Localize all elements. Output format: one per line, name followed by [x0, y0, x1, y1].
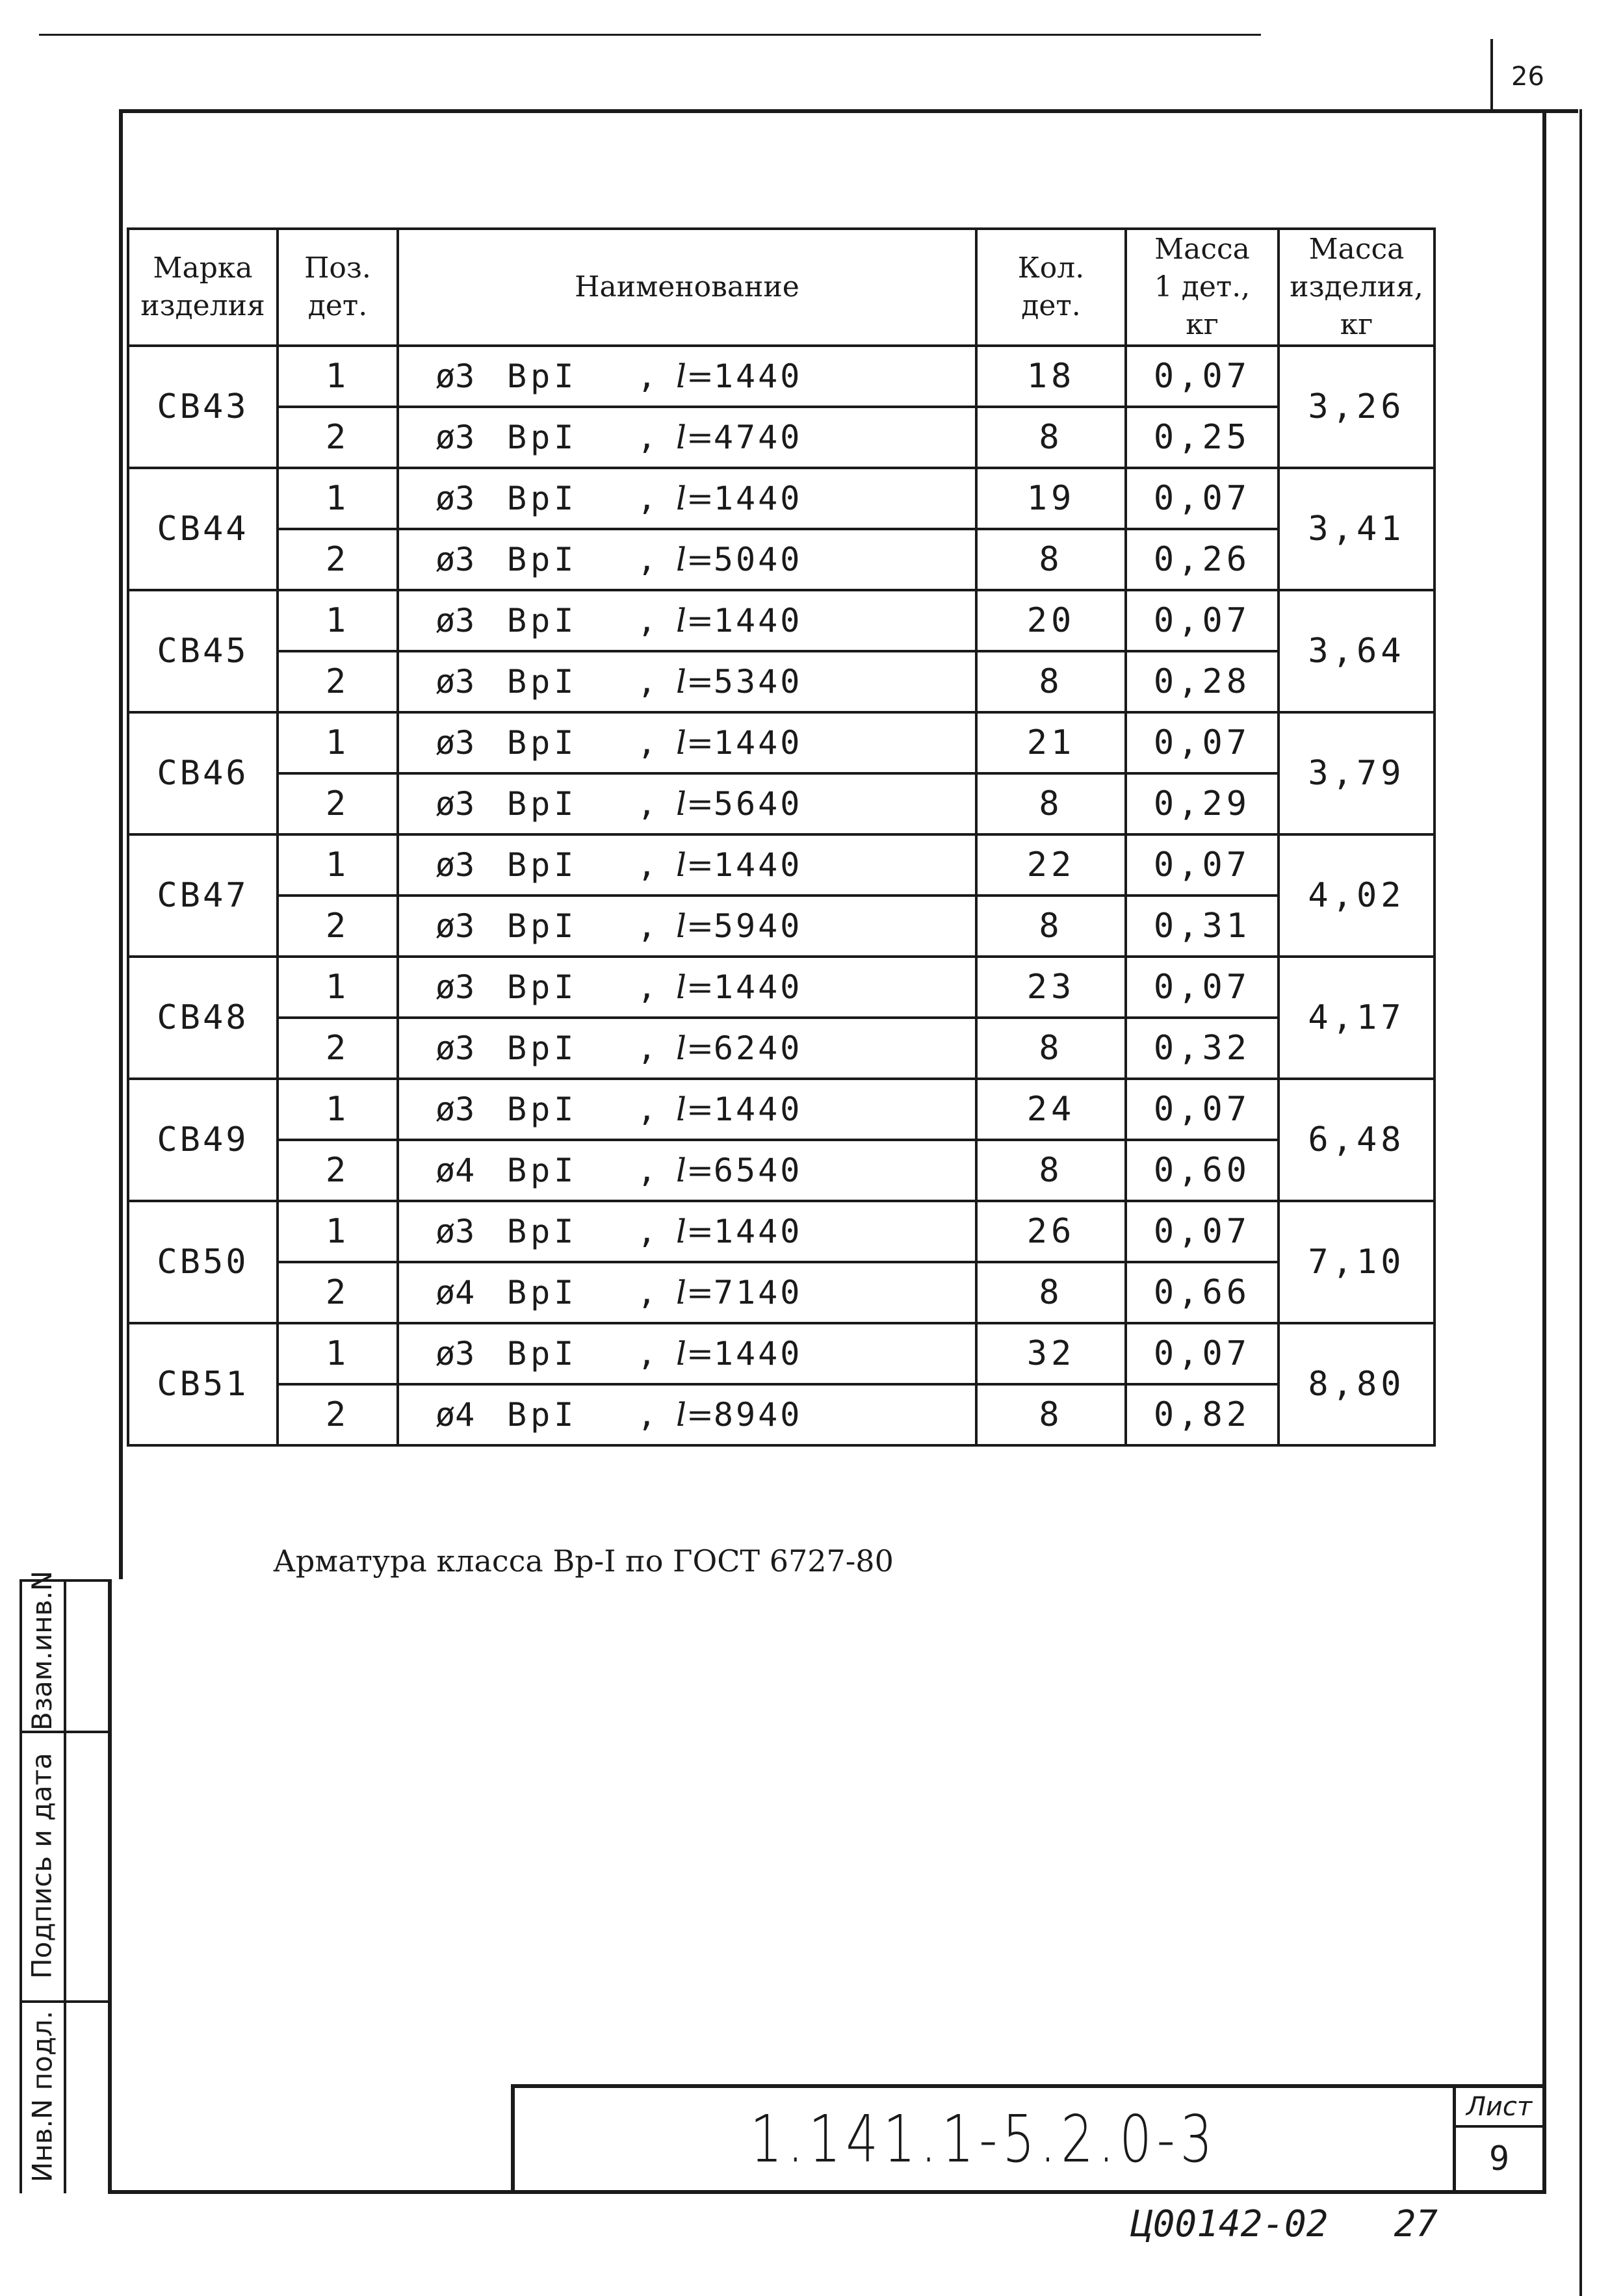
steel-class: ВрI [507, 724, 578, 762]
length-value: 6540 [713, 1152, 803, 1189]
position-number: 2 [325, 1273, 350, 1312]
item-name [435, 1324, 975, 1383]
separator-comma: , [637, 1396, 657, 1434]
length-prefix: l= [676, 663, 714, 701]
length-value: 8940 [713, 1396, 803, 1434]
separator-comma: , [637, 846, 657, 884]
product-total-mass: 3,64 [1308, 632, 1405, 671]
frame-bottom-border [108, 2190, 1546, 2194]
separator-comma: , [637, 907, 657, 945]
quantity: 18 [1026, 357, 1076, 396]
position-number: 1 [325, 357, 350, 396]
header-mass-one: Масса 1 дет., кг [1154, 233, 1251, 341]
quantity: 8 [1039, 1395, 1063, 1434]
length-prefix: l= [676, 1274, 714, 1311]
length-value: 1440 [713, 357, 803, 395]
quantity: 8 [1039, 418, 1063, 457]
vzam-inv-label: Взам.инв.N [26, 1570, 58, 1731]
length-value: 1440 [713, 846, 803, 884]
length-value: 6240 [713, 1029, 803, 1067]
table-bottom-border [127, 1444, 1433, 1447]
position-number: 2 [325, 1395, 350, 1434]
product-mark: СВ45 [157, 632, 249, 671]
length-value: 1440 [713, 602, 803, 639]
top-scan-line [39, 34, 1261, 36]
length-value: 1440 [713, 480, 803, 517]
steel-class: ВрI [507, 1396, 578, 1434]
steel-class: ВрI [507, 1029, 578, 1067]
diameter: ø3 [435, 1090, 475, 1128]
length-prefix: l= [676, 724, 714, 762]
separator-comma: , [637, 1090, 657, 1128]
position-number: 2 [325, 1029, 350, 1068]
unit-mass: 0,07 [1153, 968, 1251, 1007]
item-name [435, 652, 975, 711]
steel-class: ВрI [507, 968, 578, 1006]
length-prefix: l= [676, 1152, 714, 1189]
diameter: ø3 [435, 724, 475, 762]
length-value: 1440 [713, 1335, 803, 1373]
steel-class: ВрI [507, 1213, 578, 1250]
length-value: 5340 [713, 663, 803, 701]
title-block-left [511, 2084, 515, 2191]
length-value: 4740 [713, 419, 803, 456]
position-number: 1 [325, 968, 350, 1007]
steel-class: ВрI [507, 1152, 578, 1189]
length-prefix: l= [676, 1029, 714, 1067]
unit-mass: 0,60 [1153, 1151, 1251, 1190]
product-total-mass: 8,80 [1308, 1365, 1405, 1404]
separator-comma: , [637, 357, 657, 395]
separator-comma: , [637, 480, 657, 517]
unit-mass: 0,26 [1153, 540, 1251, 579]
header-qty: Кол. дет. [1017, 252, 1085, 322]
length-prefix: l= [676, 1213, 714, 1250]
separator-comma: , [637, 1029, 657, 1067]
product-total-mass: 6,48 [1308, 1120, 1405, 1159]
steel-class: ВрI [507, 907, 578, 945]
steel-class: ВрI [507, 1274, 578, 1311]
inv-podl-label: Инв.N подл. [26, 2010, 58, 2183]
separator-comma: , [637, 1152, 657, 1189]
separator-comma: , [637, 602, 657, 639]
diameter: ø3 [435, 1029, 475, 1067]
position-number: 2 [325, 907, 350, 946]
sheet-label: Лист [1466, 2091, 1533, 2122]
table-col-line-6 [1433, 227, 1436, 1447]
length-prefix: l= [676, 419, 714, 456]
quantity: 22 [1026, 845, 1076, 884]
length-prefix: l= [676, 1396, 714, 1434]
length-prefix: l= [676, 785, 714, 823]
header-mass-total: Масса изделия, кг [1290, 233, 1423, 341]
length-prefix: l= [676, 541, 714, 578]
item-name [435, 1080, 975, 1139]
unit-mass: 0,82 [1153, 1395, 1251, 1434]
unit-mass: 0,07 [1153, 1212, 1251, 1251]
steel-class: ВрI [507, 602, 578, 639]
frame-left-border-lower [108, 1579, 112, 2192]
item-name [435, 714, 975, 772]
steel-class: ВрI [507, 541, 578, 578]
separator-comma: , [637, 724, 657, 762]
product-total-mass: 3,26 [1308, 387, 1405, 426]
product-total-mass: 3,41 [1308, 510, 1405, 548]
document-number: 1.141.1-5.2.0-3 [749, 2101, 1218, 2177]
frame-top-border [119, 109, 1578, 113]
steel-class: ВрI [507, 663, 578, 701]
separator-comma: , [637, 785, 657, 823]
unit-mass: 0,07 [1153, 601, 1251, 640]
product-mark: СВ48 [157, 998, 249, 1037]
item-name [435, 897, 975, 955]
product-mark: СВ44 [157, 510, 249, 548]
product-total-mass: 4,17 [1308, 998, 1405, 1037]
length-prefix: l= [676, 846, 714, 884]
header-mark: Марка изделия [140, 252, 265, 322]
steel-class: ВрI [507, 480, 578, 517]
frame-left-border [119, 109, 123, 1579]
product-total-mass: 4,02 [1308, 876, 1405, 915]
diameter: ø3 [435, 357, 475, 395]
separator-comma: , [637, 1213, 657, 1250]
position-number: 1 [325, 1090, 350, 1129]
quantity: 23 [1026, 968, 1076, 1007]
item-name [435, 775, 975, 833]
product-total-mass: 3,79 [1308, 754, 1405, 793]
length-prefix: l= [676, 480, 714, 517]
length-prefix: l= [676, 907, 714, 945]
item-name [435, 1386, 975, 1444]
diameter: ø3 [435, 541, 475, 578]
sheet-number: 9 [1488, 2139, 1510, 2178]
diameter: ø3 [435, 480, 475, 517]
unit-mass: 0,25 [1153, 418, 1251, 457]
unit-mass: 0,07 [1153, 357, 1251, 396]
separator-comma: , [637, 1335, 657, 1373]
unit-mass: 0,07 [1153, 1334, 1251, 1373]
quantity: 8 [1039, 784, 1063, 823]
product-mark: СВ51 [157, 1365, 249, 1404]
separator-comma: , [637, 419, 657, 456]
separator-comma: , [637, 663, 657, 701]
steel-class: ВрI [507, 419, 578, 456]
length-prefix: l= [676, 602, 714, 639]
quantity: 8 [1039, 1273, 1063, 1312]
signature-date-label: Подпись и дата [25, 1753, 58, 1979]
quantity: 32 [1026, 1334, 1076, 1373]
position-number: 1 [325, 723, 350, 762]
position-number: 2 [325, 662, 350, 701]
unit-mass: 0,31 [1153, 907, 1251, 946]
length-value: 7140 [713, 1274, 803, 1311]
item-name [435, 958, 975, 1016]
product-mark: СВ47 [157, 876, 249, 915]
item-name [435, 1202, 975, 1261]
diameter: ø3 [435, 419, 475, 456]
position-number: 1 [325, 479, 350, 518]
item-name [435, 836, 975, 894]
position-number: 2 [325, 784, 350, 823]
item-name [435, 347, 975, 406]
steel-class: ВрI [507, 1090, 578, 1128]
quantity: 8 [1039, 1151, 1063, 1190]
position-number: 1 [325, 845, 350, 884]
length-value: 5640 [713, 785, 803, 823]
length-value: 1440 [713, 1090, 803, 1128]
length-value: 1440 [713, 724, 803, 762]
unit-mass: 0,07 [1153, 723, 1251, 762]
reinforcement-note: Арматура класса Вр-I по ГОСТ 6727-80 [273, 1543, 894, 1579]
position-number: 1 [325, 1212, 350, 1251]
unit-mass: 0,66 [1153, 1273, 1251, 1312]
separator-comma: , [637, 1274, 657, 1311]
unit-mass: 0,07 [1153, 479, 1251, 518]
product-mark: СВ46 [157, 754, 249, 793]
unit-mass: 0,07 [1153, 845, 1251, 884]
quantity: 19 [1026, 479, 1076, 518]
steel-class: ВрI [507, 1335, 578, 1373]
archive-number: Ц00142-02 27 [1131, 2203, 1438, 2245]
unit-mass: 0,28 [1153, 662, 1251, 701]
table-col-line-2 [396, 227, 399, 1447]
unit-mass: 0,29 [1153, 784, 1251, 823]
steel-class: ВрI [507, 846, 578, 884]
item-name [435, 530, 975, 589]
item-name [435, 469, 975, 528]
position-number: 1 [325, 601, 350, 640]
product-mark: СВ49 [157, 1120, 249, 1159]
steel-class: ВрI [507, 357, 578, 395]
item-name [435, 1141, 975, 1200]
position-number: 2 [325, 1151, 350, 1190]
quantity: 21 [1026, 723, 1076, 762]
item-name [435, 1263, 975, 1322]
item-name [435, 591, 975, 650]
steel-class: ВрI [507, 785, 578, 823]
quantity: 8 [1039, 662, 1063, 701]
length-prefix: l= [676, 1090, 714, 1128]
diameter: ø3 [435, 663, 475, 701]
quantity: 8 [1039, 907, 1063, 946]
position-number: 1 [325, 1334, 350, 1373]
stamp-column-divider [64, 1579, 66, 2193]
length-value: 1440 [713, 968, 803, 1006]
quantity: 26 [1026, 1212, 1076, 1251]
quantity: 20 [1026, 601, 1076, 640]
diameter: ø3 [435, 846, 475, 884]
unit-mass: 0,32 [1153, 1029, 1251, 1068]
position-number: 2 [325, 540, 350, 579]
separator-comma: , [637, 541, 657, 578]
length-value: 5040 [713, 541, 803, 578]
length-prefix: l= [676, 968, 714, 1006]
sheet-outer-right-edge [1579, 109, 1582, 2296]
diameter: ø3 [435, 785, 475, 823]
page-tab-left-edge [1490, 39, 1493, 110]
diameter: ø4 [435, 1152, 475, 1189]
diameter: ø4 [435, 1396, 475, 1434]
product-mark: СВ43 [157, 387, 249, 426]
length-prefix: l= [676, 357, 714, 395]
product-mark: СВ50 [157, 1243, 249, 1282]
header-pos: Поз. дет. [304, 252, 371, 322]
diameter: ø3 [435, 1213, 475, 1250]
diameter: ø3 [435, 907, 475, 945]
item-name [435, 1019, 975, 1077]
product-total-mass: 7,10 [1308, 1243, 1405, 1282]
length-value: 1440 [713, 1213, 803, 1250]
frame-right-border [1542, 109, 1546, 2193]
length-prefix: l= [676, 1335, 714, 1373]
item-name [435, 408, 975, 467]
stamp-outer-left [19, 1579, 22, 2193]
unit-mass: 0,07 [1153, 1090, 1251, 1129]
quantity: 24 [1026, 1090, 1076, 1129]
quantity: 8 [1039, 1029, 1063, 1068]
header-name: Наименование [575, 270, 799, 303]
page-number-top: 26 [1511, 62, 1544, 92]
separator-comma: , [637, 968, 657, 1006]
diameter: ø3 [435, 1335, 475, 1373]
quantity: 8 [1039, 540, 1063, 579]
diameter: ø3 [435, 968, 475, 1006]
position-number: 2 [325, 418, 350, 457]
diameter: ø3 [435, 602, 475, 639]
diameter: ø4 [435, 1274, 475, 1311]
length-value: 5940 [713, 907, 803, 945]
